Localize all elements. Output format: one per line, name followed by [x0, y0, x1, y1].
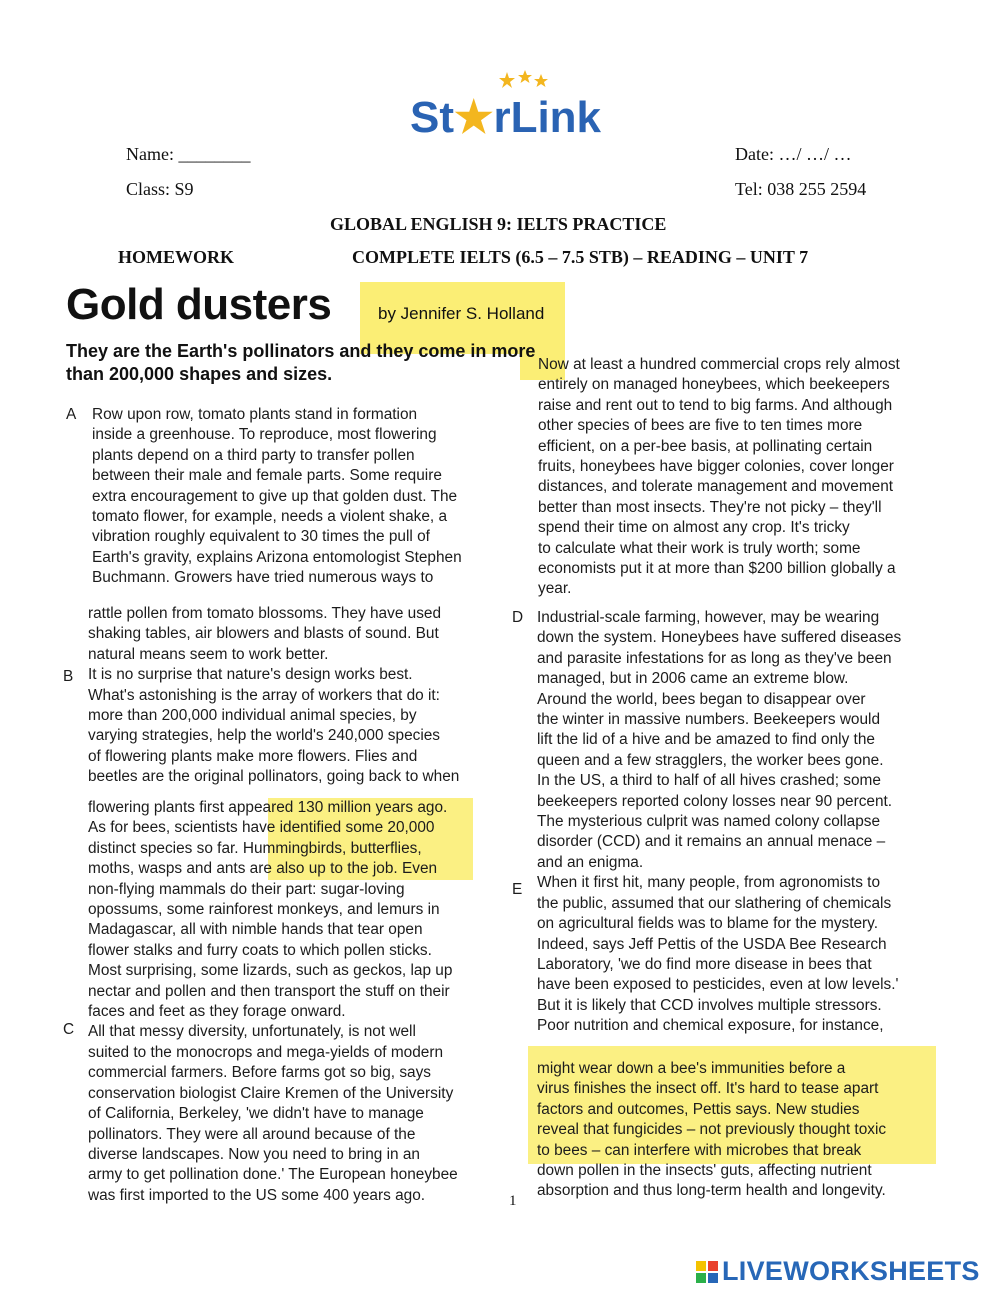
text-line: beekeepers reported colony losses near 90 percent. [537, 792, 893, 810]
text-line: shaking tables, air blowers and blasts of sound. But [88, 625, 439, 643]
text-line: factors and outcomes, Pettis says. New studies [537, 1100, 860, 1118]
text-line: might wear down a bee's immunities before a [537, 1060, 846, 1077]
liveworksheets-text: LIVEWORKSHEETS [722, 1256, 980, 1286]
paragraph-c-part-2 [538, 355, 900, 600]
article-title: Gold dusters [66, 280, 332, 329]
text-line: extra encouragement to give up that golden dust. The [92, 487, 458, 505]
text-line: Indeed, says Jeff Pettis of the USDA Bee Research [537, 935, 887, 953]
paragraph-letter-a: A [66, 406, 77, 423]
text-line: down pollen in the insects' guts, affecting nutrient [537, 1162, 872, 1180]
text-line: natural means seem to work better. [88, 645, 329, 663]
paragraph-a-part-1 [92, 405, 462, 589]
class-label: Class: S9 [126, 179, 194, 199]
course-title: GLOBAL ENGLISH 9: IELTS PRACTICE [330, 214, 667, 234]
text-line: All that messy diversity, unfortunately, is not well [88, 1023, 416, 1041]
text-line: diverse landscapes. Now you need to bring in an [88, 1145, 420, 1163]
text-line: beetles are the original pollinators, going back to when [88, 768, 460, 786]
text-line: When it first hit, many people, from agronomists to [537, 874, 881, 892]
text-line: better than most insects. They're not picky – they'll [538, 498, 882, 516]
text-line: What's astonishing is the array of workers that do it: [88, 686, 440, 704]
text-line: suited to the monocrops and mega-yields of modern [88, 1043, 444, 1061]
text-line: commercial farmers. Before farms got so big, says [88, 1064, 431, 1082]
text-line: moths, wasps and ants are also up to the job. Even [88, 860, 438, 878]
text-line: to calculate what their work is truly worth; some [538, 539, 861, 557]
text-line: vibration roughly equivalent to 30 times the pull of [92, 528, 430, 546]
text-line: Most surprising, some lizards, such as geckos, lap up [88, 962, 453, 980]
paragraph-letter-b: B [63, 668, 74, 685]
text-line: Now at least a hundred commercial crops rely almost [538, 356, 900, 373]
text-line: tomato flower, for example, needs a violent shake, a [92, 508, 448, 526]
text-line: down the system. Honeybees have suffered diseases [537, 629, 902, 647]
text-line: varying strategies, help the world's 240,000 species [88, 727, 440, 745]
text-line: faces and feet as they forage onward. [88, 1003, 346, 1021]
text-line: Row upon row, tomato plants stand in formation [92, 406, 418, 423]
text-line: distances, and tolerate management and movement [538, 478, 894, 496]
page-number: 1 [509, 1193, 517, 1209]
text-line: the public, assumed that our slathering of chemicals [537, 894, 892, 912]
text-line: Poor nutrition and chemical exposure, for instance, [537, 1017, 884, 1035]
paragraph-a-part-2 [88, 604, 459, 788]
text-line: and parasite infestations for as long as they've been [537, 649, 892, 667]
text-line: entirely on managed honeybees, which beekeepers [538, 376, 890, 394]
text-line: and an enigma. [537, 853, 644, 871]
text-line: queen and a few stragglers, the worker bees gone. [537, 751, 884, 769]
text-line: inside a greenhouse. To reproduce, most flowering [92, 426, 437, 444]
text-line: of California, Berkeley, 'we didn't have to manage [88, 1105, 424, 1123]
text-line: Earth's gravity, explains Arizona entomologist Stephen [92, 548, 462, 566]
text-line: Industrial-scale farming, however, may be wearing [537, 609, 880, 626]
article-subtitle [66, 340, 536, 386]
text-line: rattle pollen from tomato blossoms. They have used [88, 605, 442, 622]
text-line: to bees – can interfere with microbes that break [537, 1141, 862, 1159]
text-line: nectar and pollen and then transport the stuff on their [88, 982, 450, 1000]
text-line: virus finishes the insect off. It's hard to tease apart [537, 1080, 879, 1098]
logo-text-end: rLink [493, 93, 602, 142]
paragraph-letter-c: C [63, 1021, 75, 1038]
text-line: distinct species so far. Hummingbirds, butterflies, [88, 839, 422, 857]
paragraph-letter-d: D [512, 609, 524, 626]
text-line: absorption and thus long-term health and longevity. [537, 1182, 886, 1200]
homework-label: HOMEWORK [118, 247, 234, 267]
text-line: more than 200,000 individual animal species, by [88, 707, 417, 725]
text-line: conservation biologist Claire Kremen of the University [88, 1084, 454, 1102]
paragraph-letter-e: E [512, 881, 523, 898]
text-line: between their male and female parts. Some require [92, 467, 442, 485]
text-line: on agricultural fields was to blame for the mystery. [537, 915, 879, 933]
text-line: Around the world, bees began to disappear over [537, 690, 866, 708]
text-line: reveal that fungicides – not previously thought toxic [537, 1121, 887, 1139]
starlink-logo [410, 70, 620, 140]
text-line: As for bees, scientists have identified some 20,000 [88, 819, 435, 837]
name-field-label: Name: ________ [126, 144, 251, 164]
text-line: disorder (CCD) and it remains an annual menace – [537, 833, 886, 851]
liveworksheets-icon [696, 1261, 718, 1283]
paragraph-e-part-2 [537, 1059, 886, 1202]
text-line: managed, but in 2006 came an extreme blow. [537, 670, 849, 688]
text-line: year. [538, 580, 572, 598]
text-line: The mysterious culprit was named colony collapse [537, 813, 881, 831]
text-line: But it is likely that CCD involves multiple stressors. [537, 996, 882, 1014]
text-line: economists put it at more than $200 billion globally a [538, 560, 896, 578]
text-line: Buchmann. Growers have tried numerous ways to [92, 569, 434, 587]
text-line: army to get pollination done.' The European honeybee [88, 1166, 458, 1184]
text-line: It is no surprise that nature's design works best. [88, 666, 413, 684]
text-line: pollinators. They were all around because of the [88, 1125, 416, 1143]
text-line: opossums, some rainforest monkeys, and lemurs in [88, 901, 440, 919]
text-line: Laboratory, 'we do find more disease in bees that [537, 955, 872, 973]
date-field-label: Date: …/ …/ … [735, 144, 852, 164]
unit-title: COMPLETE IELTS (6.5 – 7.5 STB) – READING – UNIT 7 [352, 247, 809, 267]
text-line: of flowering plants make more flowers. Flies and [88, 747, 418, 765]
text-line: efficient, on a per-bee basis, at pollinating certain [538, 437, 873, 455]
text-line: other species of bees are five to ten times more [538, 417, 863, 435]
article-byline: by Jennifer S. Holland [378, 304, 545, 323]
text-line: spend their time on almost any crop. It's tricky [538, 519, 850, 537]
text-line: have been exposed to pesticides, even at low levels.' [537, 976, 899, 994]
tel-label: Tel: 038 255 2594 [735, 179, 867, 199]
paragraph-b-part-2 [88, 798, 458, 1206]
text-line: Madagascar, all with nimble hands that tear open [88, 921, 423, 939]
logo-text-start: St [410, 93, 454, 142]
text-line: was first imported to the US some 400 years ago. [88, 1186, 426, 1204]
text-line: lift the lid of a hive and be amazed to find only the [537, 731, 875, 749]
text-line: the winter in massive numbers. Beekeepers would [537, 711, 881, 729]
text-line: plants depend on a third party to transfer pollen [92, 446, 415, 464]
paragraph-d [537, 608, 901, 1037]
text-line: non-flying mammals do their part: sugar-loving [88, 880, 405, 898]
text-line: flower stalks and furry coats to which pollen sticks. [88, 941, 432, 959]
text-line: fruits, honeybees have bigger colonies, cover longer [538, 458, 894, 476]
text-line: In the US, a third to half of all hives crashed; some [537, 772, 881, 790]
text-line: raise and rent out to tend to big farms. And although [538, 396, 893, 414]
logo-star-icon: ★ [454, 93, 494, 142]
subtitle-line: than 200,000 shapes and sizes. [66, 364, 333, 384]
subtitle-line: They are the Earth's pollinators and they come in more [66, 341, 536, 361]
liveworksheets-logo [696, 1256, 980, 1286]
text-line: flowering plants first appeared 130 million years ago. [88, 799, 448, 816]
